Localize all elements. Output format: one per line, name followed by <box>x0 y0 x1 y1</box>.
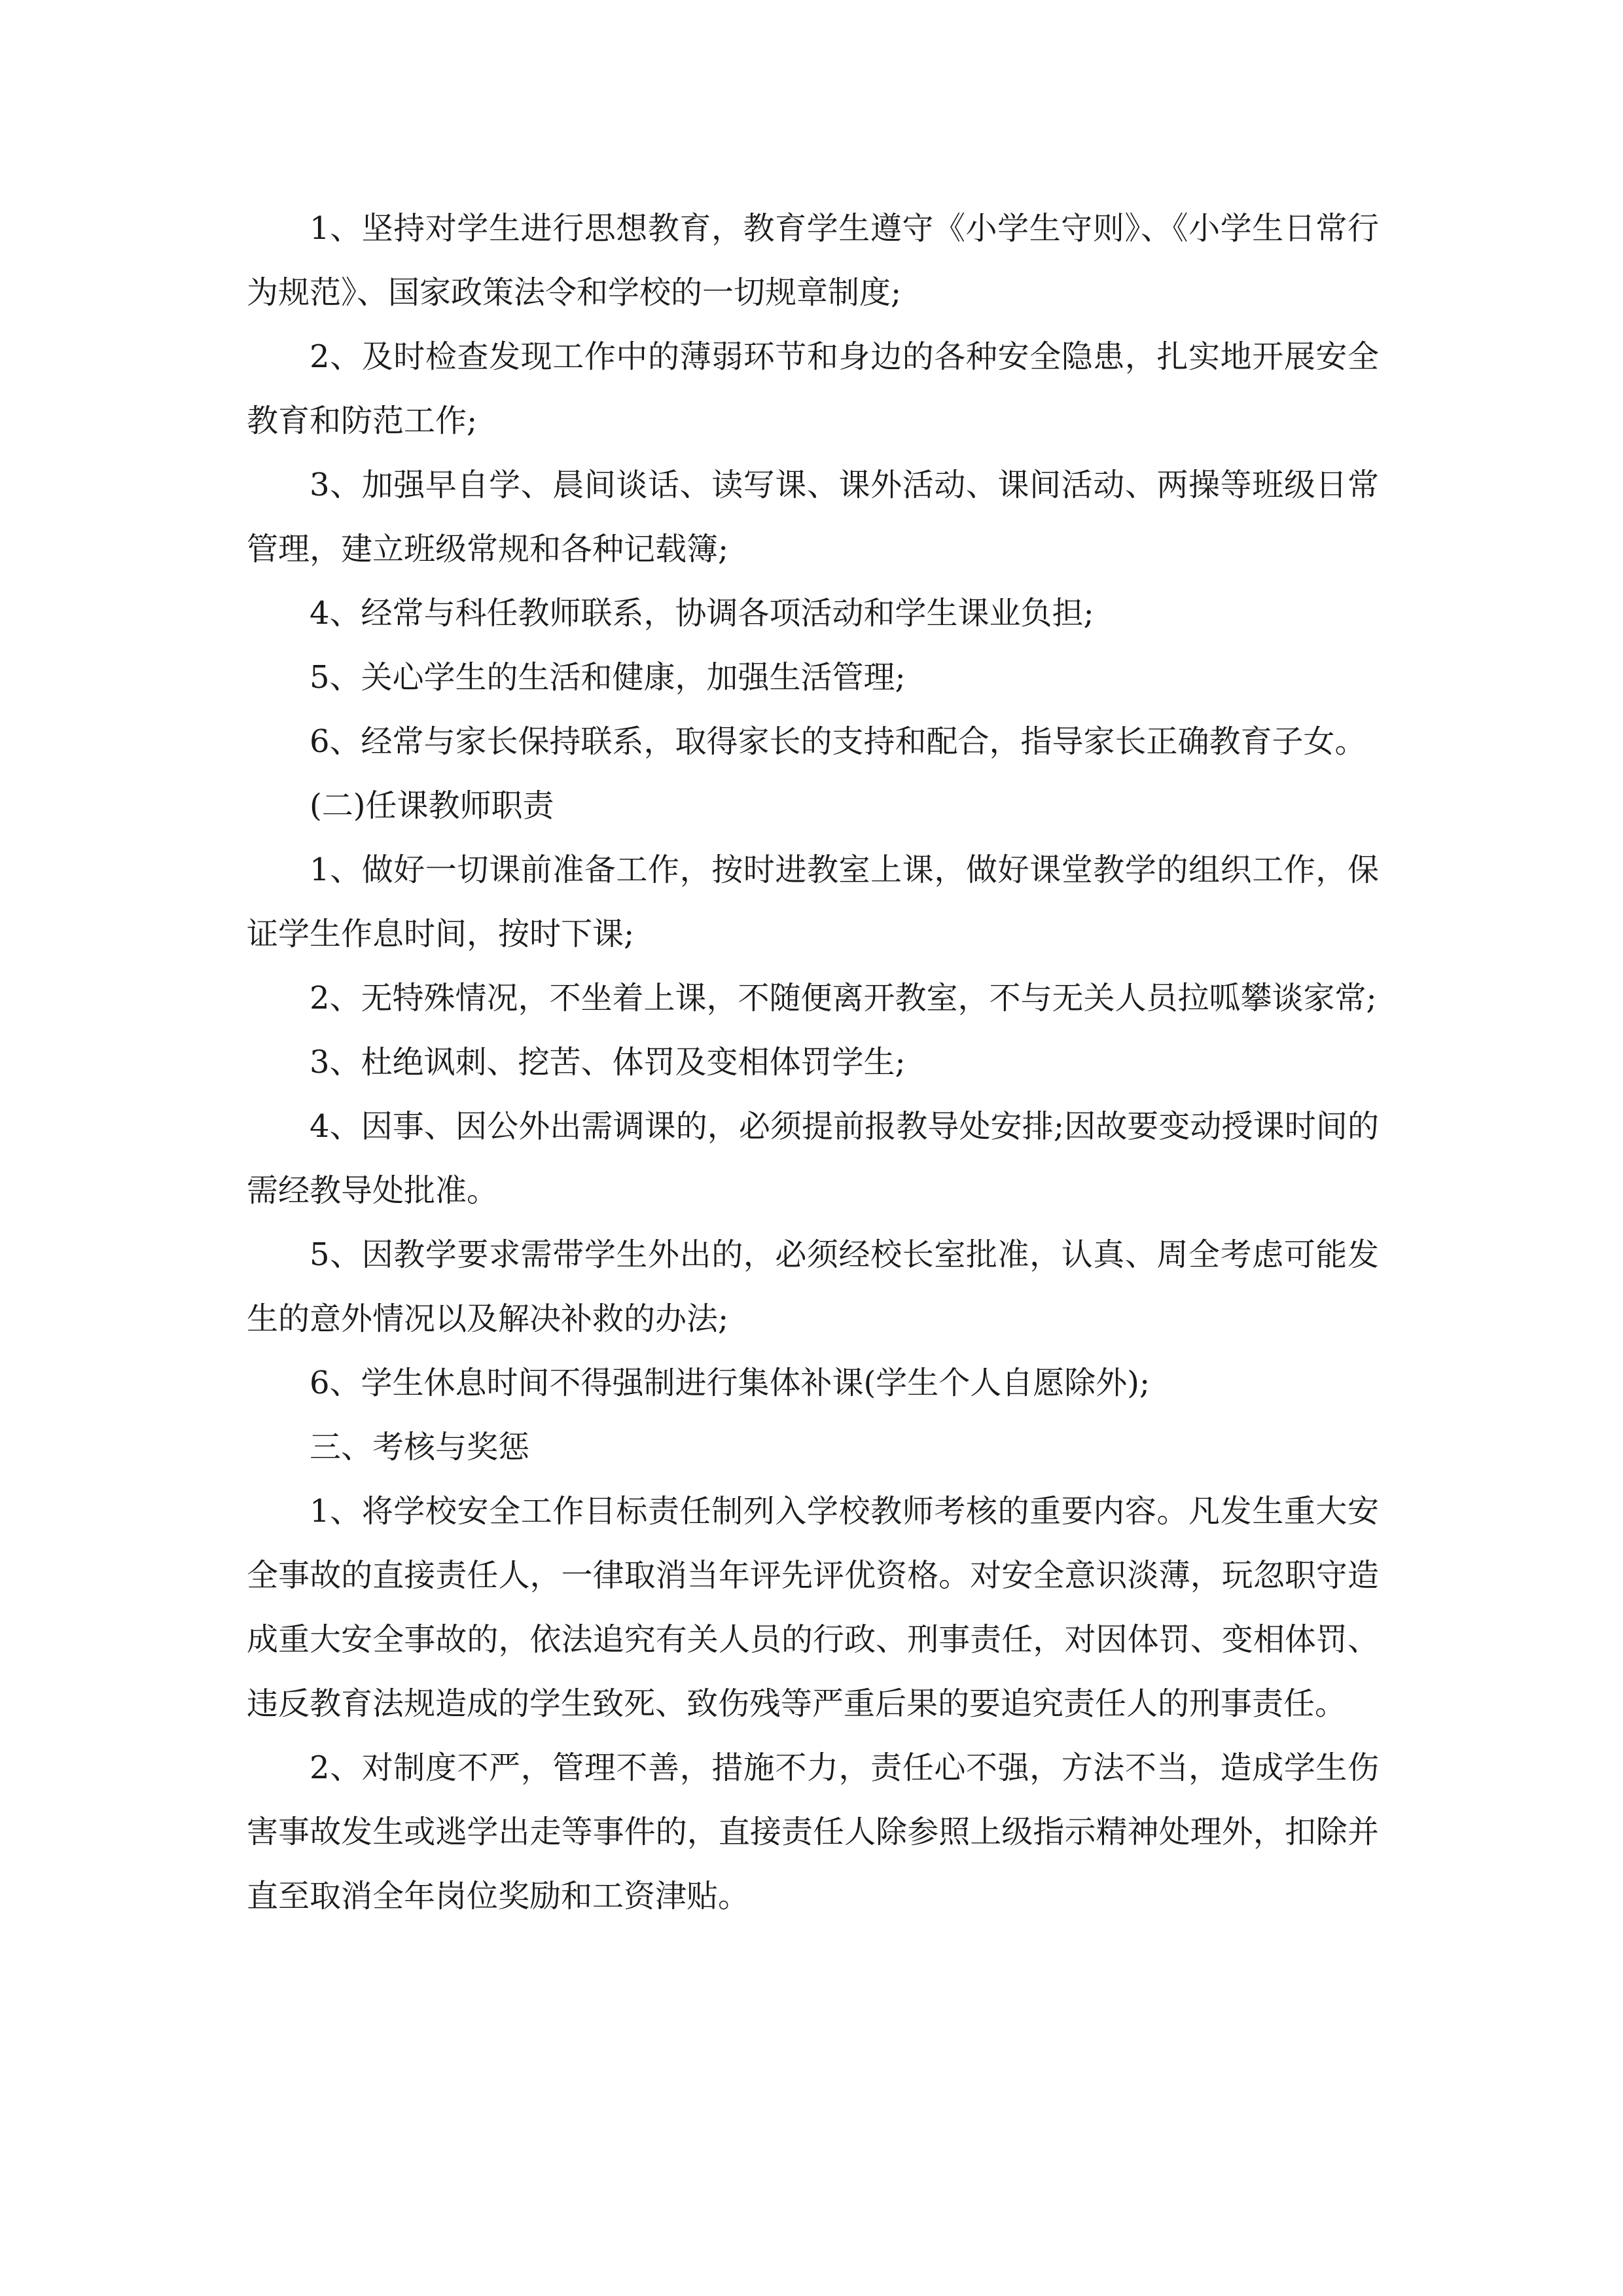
document-body <box>247 196 1379 1928</box>
paragraph-class-teacher-duty-1: 1、坚持对学生进行思想教育，教育学生遵守《小学生守则》、《小学生日常行为规范》、国家政策法令和学校的一切规章制度; <box>247 210 1379 311</box>
paragraph-assessment-1: 1、将学校安全工作目标责任制列入学校教师考核的重要内容。凡发生重大安全事故的直接责任人，一律取消当年评先评优资格。对安全意识淡薄，玩忽职守造成重大安全事故的，依法追究有关人员的行政、刑事责任，对因体罚、变相体罚、违反教育法规造成的学生致死、致伤残等严重后果的要追究责任人的刑事责任。 <box>247 1493 1379 1722</box>
paragraph-class-teacher-duty-4: 4、经常与科任教师联系，协调各项活动和学生课业负担; <box>310 595 1094 632</box>
paragraph-subject-teacher-duty-6: 6、学生休息时间不得强制进行集体补课(学生个人自愿除外); <box>310 1365 1150 1401</box>
paragraph-class-teacher-duty-5: 5、关心学生的生活和健康，加强生活管理; <box>310 659 906 696</box>
section-heading-assessment: 三、考核与奖惩 <box>310 1429 530 1465</box>
section-heading-subject-teacher-duties: (二)任课教师职责 <box>310 787 554 824</box>
paragraph-class-teacher-duty-2: 2、及时检查发现工作中的薄弱环节和身边的各种安全隐患，扎实地开展安全教育和防范工作; <box>247 338 1379 439</box>
paragraph-assessment-2: 2、对制度不严，管理不善，措施不力，责任心不强，方法不当，造成学生伤害事故发生或逃学出走等事件的，直接责任人除参照上级指示精神处理外，扣除并直至取消全年岗位奖励和工资津贴。 <box>247 1749 1379 1914</box>
paragraph-subject-teacher-duty-4: 4、因事、因公外出需调课的，必须提前报教导处安排;因故要变动授课时间的需经教导处批准。 <box>247 1108 1379 1209</box>
paragraph-class-teacher-duty-3: 3、加强早自学、晨间谈话、读写课、课外活动、课间活动、两操等班级日常管理，建立班级常规和各种记载簿; <box>247 467 1379 567</box>
paragraph-subject-teacher-duty-2: 2、无特殊情况，不坐着上课，不随便离开教室，不与无关人员拉呱攀谈家常; <box>310 980 1377 1016</box>
paragraph-subject-teacher-duty-3: 3、杜绝讽刺、挖苦、体罚及变相体罚学生; <box>310 1044 906 1081</box>
paragraph-subject-teacher-duty-5: 5、因教学要求需带学生外出的，必须经校长室批准，认真、周全考虑可能发生的意外情况以及解决补救的办法; <box>247 1236 1379 1337</box>
paragraph-class-teacher-duty-6: 6、经常与家长保持联系，取得家长的支持和配合，指导家长正确教育子女。 <box>310 723 1366 760</box>
paragraph-subject-teacher-duty-1: 1、做好一切课前准备工作，按时进教室上课，做好课堂教学的组织工作，保证学生作息时间，按时下课; <box>247 852 1379 952</box>
